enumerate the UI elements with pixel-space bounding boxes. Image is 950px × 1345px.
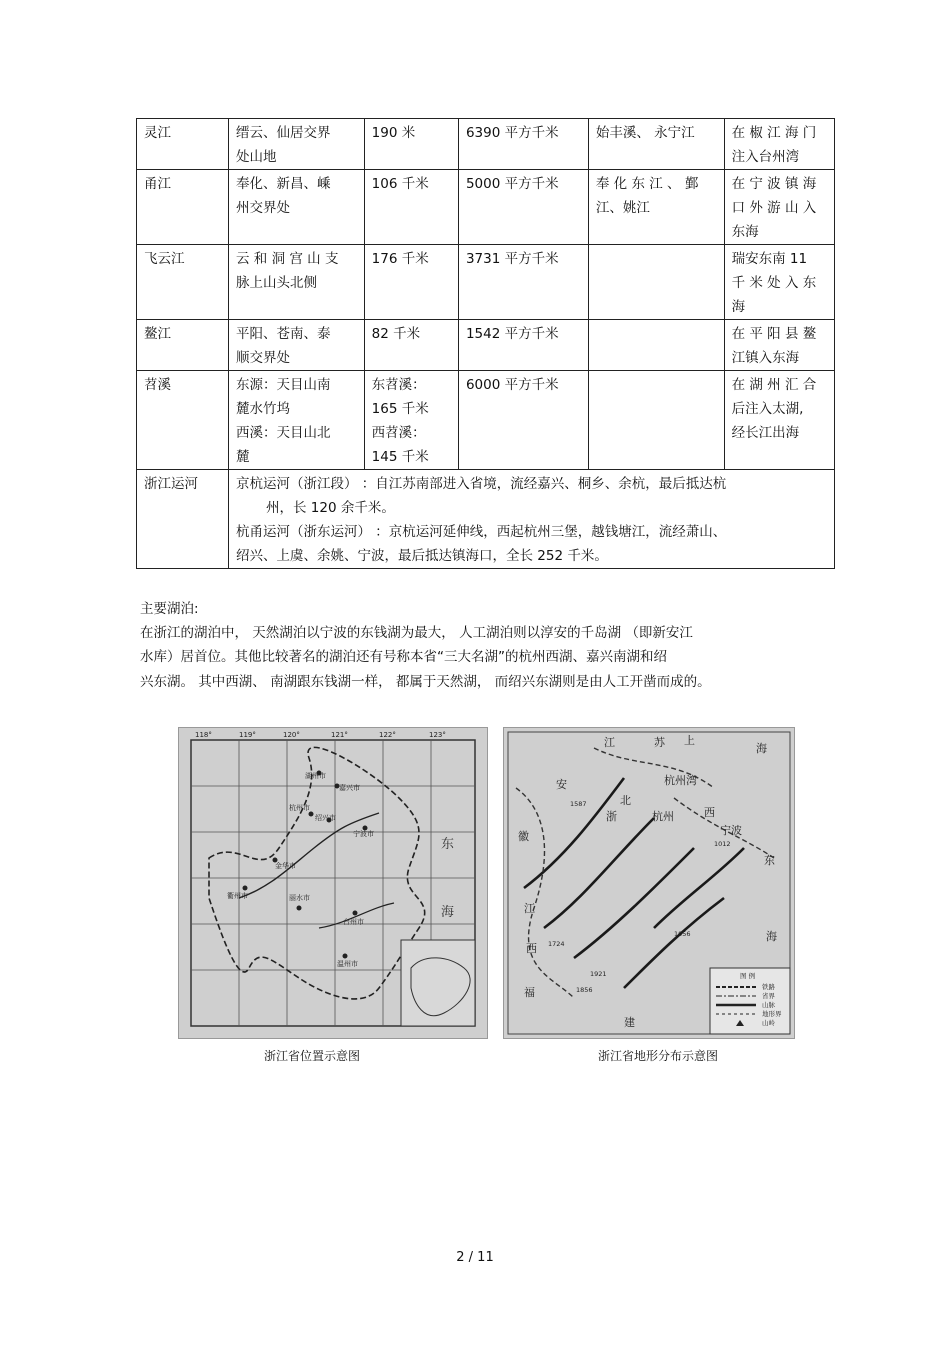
cell-line: 176 千米 bbox=[371, 251, 429, 267]
elevation-label: 1587 bbox=[570, 800, 587, 808]
cell-line: 190 米 bbox=[371, 125, 416, 141]
region-label: 福 bbox=[524, 986, 535, 999]
river-length bbox=[364, 245, 458, 320]
region-label: 北 bbox=[620, 794, 631, 807]
longitude-label: 121° bbox=[331, 731, 348, 739]
river-tributaries bbox=[588, 320, 724, 371]
cell-line: 在 平 阳 县 鳌 bbox=[731, 326, 817, 342]
legend-item: 山岭 bbox=[762, 1019, 775, 1027]
region-label: 徽 bbox=[518, 830, 529, 843]
river-name: 甬江 bbox=[137, 170, 229, 245]
cell-line: 经长江出海 bbox=[731, 425, 800, 441]
cell-line: 州交界处 bbox=[235, 200, 290, 216]
river-area: 6000 平方千米 bbox=[458, 371, 588, 470]
elevation-label: 1856 bbox=[576, 986, 593, 994]
legend-title: 图 例 bbox=[740, 972, 756, 980]
lakes-line: 水库）居首位。其他比较著名的湖泊还有号称本省“三大名湖”的杭州西湖、嘉兴南湖和绍 bbox=[140, 649, 667, 665]
legend-item: 地形界 bbox=[762, 1010, 782, 1018]
location-map-drawing bbox=[179, 728, 487, 1038]
river-mouth bbox=[724, 170, 834, 245]
cell-line: 106 千米 bbox=[371, 176, 429, 192]
river-mouth bbox=[724, 320, 834, 371]
cell-line: 82 千米 bbox=[371, 326, 421, 342]
cell-line: 东源：天目山南 bbox=[235, 377, 331, 393]
cell-line: 口 外 游 山 入 bbox=[731, 200, 817, 216]
river-name: 鳌江 bbox=[137, 320, 229, 371]
cell-line: 麓 bbox=[235, 449, 250, 465]
location-map bbox=[178, 727, 488, 1039]
cell-line: 处山地 bbox=[235, 149, 277, 165]
canal-line: 京杭运河（浙江段） ：自江苏南部进入省境，流经嘉兴、桐乡、余杭，最后抵达杭 bbox=[235, 476, 727, 492]
legend-item: 铁路 bbox=[762, 983, 775, 991]
cell-line: 瑞安东南 11 bbox=[731, 251, 808, 267]
region-label: 苏 bbox=[654, 736, 665, 749]
canal-line: 杭甬运河（浙东运河） ：京杭运河延伸线，西起杭州三堡，越钱塘江，流经萧山、 bbox=[235, 524, 727, 540]
cell-line: 缙云、仙居交界 bbox=[235, 125, 331, 141]
cell-line: 奉化、新昌、嵊 bbox=[235, 176, 331, 192]
river-source bbox=[228, 320, 364, 371]
canal-row bbox=[137, 470, 835, 569]
city-label: 嘉兴市 bbox=[339, 784, 360, 792]
terrain-map bbox=[503, 727, 795, 1039]
city-label: 金华市 bbox=[275, 862, 296, 870]
lakes-heading: 主要湖泊: bbox=[140, 601, 199, 617]
elevation-label: 1056 bbox=[674, 930, 691, 938]
canal-line: 州，长 120 余千米。 bbox=[265, 500, 395, 516]
city-label: 杭州市 bbox=[289, 804, 310, 812]
terrain-map-drawing bbox=[504, 728, 794, 1038]
region-label: 海 bbox=[766, 930, 777, 943]
cell-line: 西苕溪： bbox=[371, 425, 426, 441]
region-label: 上 bbox=[684, 734, 695, 747]
region-label: 建 bbox=[624, 1016, 635, 1029]
river-length bbox=[364, 371, 458, 470]
cell-line: 云 和 洞 宫 山 支 bbox=[235, 251, 339, 267]
region-label: 浙 bbox=[606, 810, 617, 823]
region-label: 杭州 bbox=[652, 810, 674, 823]
cell-line: 千 米 处 入 东 bbox=[731, 275, 817, 291]
longitude-label: 122° bbox=[379, 731, 396, 739]
river-area: 3731 平方千米 bbox=[458, 245, 588, 320]
river-mouth bbox=[724, 119, 834, 170]
river-area: 6390 平方千米 bbox=[458, 119, 588, 170]
cell-line: 东苕溪： bbox=[371, 377, 426, 393]
city-label: 湖州市 bbox=[305, 772, 326, 780]
region-label: 西 bbox=[526, 942, 537, 955]
elevation-label: 1921 bbox=[590, 970, 607, 978]
river-tributaries bbox=[588, 119, 724, 170]
cell-line: 麓水竹坞 bbox=[235, 401, 290, 417]
region-label: 江 bbox=[524, 902, 535, 915]
river-area: 1542 平方千米 bbox=[458, 320, 588, 371]
region-label: 江 bbox=[604, 736, 615, 749]
river-source bbox=[228, 119, 364, 170]
city-label: 温州市 bbox=[337, 960, 358, 968]
river-tributaries bbox=[588, 245, 724, 320]
legend-item: 山脉 bbox=[762, 1001, 775, 1009]
location-map-caption: 浙江省位置示意图 bbox=[264, 1049, 361, 1063]
river-area: 5000 平方千米 bbox=[458, 170, 588, 245]
longitude-label: 119° bbox=[239, 731, 256, 739]
terrain-map-caption: 浙江省地形分布示意图 bbox=[598, 1049, 719, 1063]
cell-line: 江镇入东海 bbox=[731, 350, 800, 366]
cell-line: 脉上山头北侧 bbox=[235, 275, 317, 291]
cell-line: 西溪：天目山北 bbox=[235, 425, 331, 441]
river-length bbox=[364, 170, 458, 245]
river-name: 苕溪 bbox=[137, 371, 229, 470]
cell-line: 东海 bbox=[731, 224, 759, 240]
region-label: 安 bbox=[556, 778, 567, 791]
table-row bbox=[137, 170, 835, 245]
cell-line: 145 千米 bbox=[371, 449, 429, 465]
river-mouth bbox=[724, 245, 834, 320]
table-row bbox=[137, 119, 835, 170]
cell-line: 江、姚江 bbox=[595, 200, 650, 216]
city-label: 台州市 bbox=[343, 918, 364, 926]
cell-line: 顺交界处 bbox=[235, 350, 290, 366]
legend-item: 省界 bbox=[762, 992, 775, 1000]
region-label: 海 bbox=[756, 742, 767, 755]
river-length bbox=[364, 119, 458, 170]
river-source bbox=[228, 170, 364, 245]
city-label: 宁波市 bbox=[353, 830, 374, 838]
canal-description bbox=[228, 470, 834, 569]
longitude-label: 118° bbox=[195, 731, 212, 739]
city-label: 衢州市 bbox=[227, 892, 248, 900]
cell-line: 在 椒 江 海 门 bbox=[731, 125, 817, 141]
city-label: 绍兴市 bbox=[315, 814, 336, 822]
region-label: 东 bbox=[764, 854, 775, 867]
page-number: 2 / 11 bbox=[456, 1250, 494, 1265]
lakes-line: 兴东湖。 其中西湖、 南湖跟东钱湖一样， 都属于天然湖， 而绍兴东湖则是由人工开凿而成的。 bbox=[140, 674, 711, 690]
table-row bbox=[137, 371, 835, 470]
river-source bbox=[228, 245, 364, 320]
cell-line: 注入台州湾 bbox=[731, 149, 800, 165]
region-label: 杭州湾 bbox=[664, 774, 697, 787]
cell-line: 海 bbox=[731, 299, 746, 315]
longitude-label: 123° bbox=[429, 731, 446, 739]
cell-line: 在 宁 波 镇 海 bbox=[731, 176, 817, 192]
longitude-label: 120° bbox=[283, 731, 300, 739]
table-row bbox=[137, 245, 835, 320]
rivers-table bbox=[136, 118, 835, 569]
region-label: 西 bbox=[704, 806, 715, 819]
cell-line: 始丰溪、 永宁江 bbox=[595, 125, 695, 141]
canal-line: 绍兴、上虞、余姚、宁波，最后抵达镇海口，全长 252 千米。 bbox=[235, 548, 608, 564]
city-label: 丽水市 bbox=[289, 894, 310, 902]
cell-line: 165 千米 bbox=[371, 401, 429, 417]
river-name: 灵江 bbox=[137, 119, 229, 170]
river-mouth bbox=[724, 371, 834, 470]
river-length bbox=[364, 320, 458, 371]
sea-label: 海 bbox=[441, 905, 455, 920]
sea-label: 东 bbox=[441, 837, 455, 852]
river-tributaries bbox=[588, 371, 724, 470]
cell-line: 在 湖 州 汇 合 bbox=[731, 377, 817, 393]
region-label: 宁波 bbox=[720, 824, 742, 837]
lakes-line: 在浙江的湖泊中， 天然湖泊以宁波的东钱湖为最大， 人工湖泊则以淳安的千岛湖 （即新安江 bbox=[140, 625, 693, 641]
elevation-label: 1724 bbox=[548, 940, 565, 948]
table-row bbox=[137, 320, 835, 371]
river-name: 飞云江 bbox=[137, 245, 229, 320]
canal-name: 浙江运河 bbox=[137, 470, 229, 569]
elevation-label: 1012 bbox=[714, 840, 731, 848]
cell-line: 奉 化 东 江 、 鄞 bbox=[595, 176, 699, 192]
cell-line: 平阳、苍南、泰 bbox=[235, 326, 331, 342]
cell-line: 后注入太湖, bbox=[731, 401, 804, 417]
river-source bbox=[228, 371, 364, 470]
river-tributaries bbox=[588, 170, 724, 245]
